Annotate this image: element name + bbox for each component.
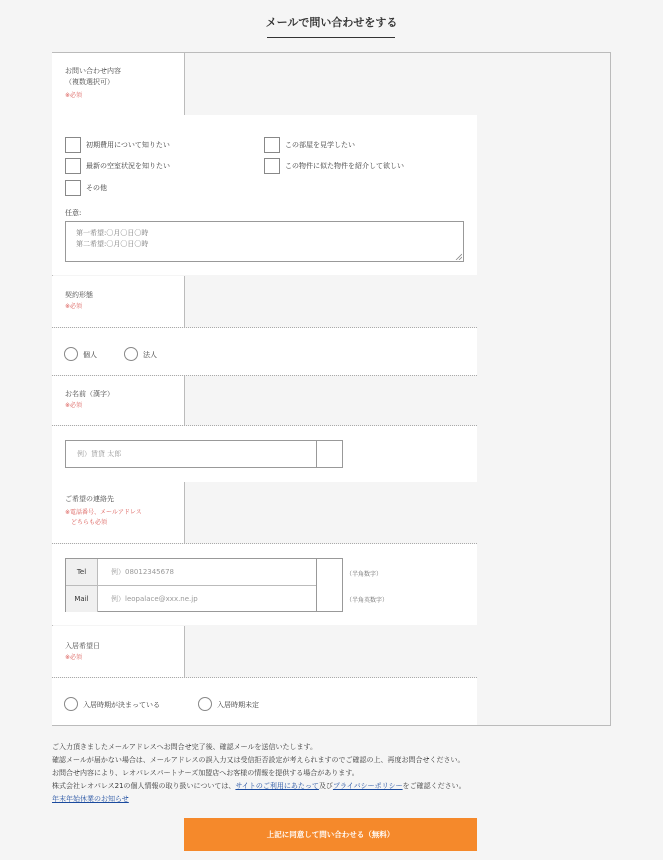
movein-label: 入居希望日: [65, 642, 100, 650]
mail-hint: （半角英数字）: [346, 597, 389, 604]
name-placeholder: 例）賃貸 太郎: [77, 450, 122, 458]
checkbox-vacancy[interactable]: [65, 158, 81, 174]
free-text-area[interactable]: [65, 221, 464, 262]
free-text-label: 任意:: [65, 209, 82, 217]
required-mark: ※必須: [65, 654, 83, 661]
note-text: 及び: [318, 782, 333, 790]
contact-label: ご希望の連絡先: [65, 495, 114, 503]
note-line: [52, 793, 466, 806]
checkbox-label: その他: [86, 184, 107, 192]
name-input[interactable]: [65, 440, 343, 468]
required-mark: どちらも必須: [71, 519, 108, 526]
radio-movein-undecided[interactable]: [198, 697, 212, 711]
resize-grip-icon[interactable]: [455, 253, 462, 260]
radio-label: 法人: [143, 351, 157, 359]
notes-block: [52, 741, 466, 806]
checkbox-label: この部屋を見学したい: [285, 141, 355, 149]
movein-label-cell: [52, 626, 185, 677]
contract-label-cell: [52, 276, 185, 327]
radio-movein-decided[interactable]: [64, 697, 78, 711]
checkbox-similar[interactable]: [264, 158, 280, 174]
submit-button[interactable]: 上記に同意して問い合わせる（無料）: [184, 818, 477, 851]
checkbox-initial-cost[interactable]: [65, 137, 81, 153]
input-divider: [316, 559, 317, 611]
contact-label-cell: [52, 482, 185, 543]
note-text: 株式会社レオパレス21の個人情報の取り扱いについては、: [52, 782, 236, 790]
inquiry-label-cell: [52, 53, 185, 115]
note-line: [52, 780, 466, 793]
mail-label: Mail: [66, 586, 98, 612]
tel-input[interactable]: 例）08012345678: [111, 568, 174, 576]
radio-corporate[interactable]: [124, 347, 138, 361]
name-label: お名前（漢字）: [65, 390, 114, 398]
name-label-cell: [52, 376, 185, 425]
tel-hint: （半角数字）: [346, 571, 383, 578]
privacy-link[interactable]: プライバシーポリシー: [332, 782, 403, 790]
free-text-line: 第一希望:〇月〇日〇時: [76, 229, 149, 237]
required-mark: ※電話番号、メールアドレス: [65, 509, 142, 516]
required-mark: ※必須: [65, 402, 83, 409]
title-underline: [267, 37, 395, 38]
terms-link[interactable]: サイトのご利用にあたって: [235, 782, 319, 790]
free-text-line: 第二希望:〇月〇日〇時: [76, 240, 149, 248]
mail-input[interactable]: 例）leopalace@xxx.ne.jp: [111, 595, 198, 603]
note-line: 確認メールが届かない場合は、メールアドレスの誤入力又は受信拒否設定が考えられますのでご確認の上、再度お問合せください。: [52, 756, 465, 764]
checkbox-viewing[interactable]: [264, 137, 280, 153]
inquiry-label-multi: （複数選択可）: [65, 78, 114, 86]
contract-panel: [52, 328, 477, 375]
note-line: ご入力頂きましたメールアドレスへお問合せ完了後、確認メールを送信いたします。: [52, 743, 317, 751]
note-text: をご確認ください。: [402, 782, 466, 790]
radio-individual[interactable]: [64, 347, 78, 361]
note-line: お問合せ内容により、レオパレスパートナーズ加盟店へお客様の情報を提供する場合があります。: [52, 769, 359, 777]
holiday-notice-link[interactable]: 年末年始休業のお知らせ: [52, 795, 129, 803]
checkbox-label: 初期費用について知りたい: [86, 141, 170, 149]
tel-label: Tel: [66, 559, 98, 585]
page-title: メールで問い合わせをする: [265, 16, 398, 29]
radio-label: 入居時期が決まっている: [83, 701, 160, 709]
inquiry-label: お問い合わせ内容: [65, 67, 121, 75]
input-divider: [316, 441, 317, 467]
required-mark: ※必須: [65, 303, 83, 310]
radio-label: 個人: [83, 351, 97, 359]
checkbox-label: この物件に似た物件を紹介して欲しい: [285, 162, 404, 170]
checkbox-other[interactable]: [65, 180, 81, 196]
radio-label: 入居時期未定: [217, 701, 259, 709]
required-mark: ※必須: [65, 92, 83, 99]
contact-table: [65, 558, 343, 612]
contract-label: 契約形態: [65, 291, 93, 299]
checkbox-label: 最新の空室状況を知りたい: [86, 162, 170, 170]
